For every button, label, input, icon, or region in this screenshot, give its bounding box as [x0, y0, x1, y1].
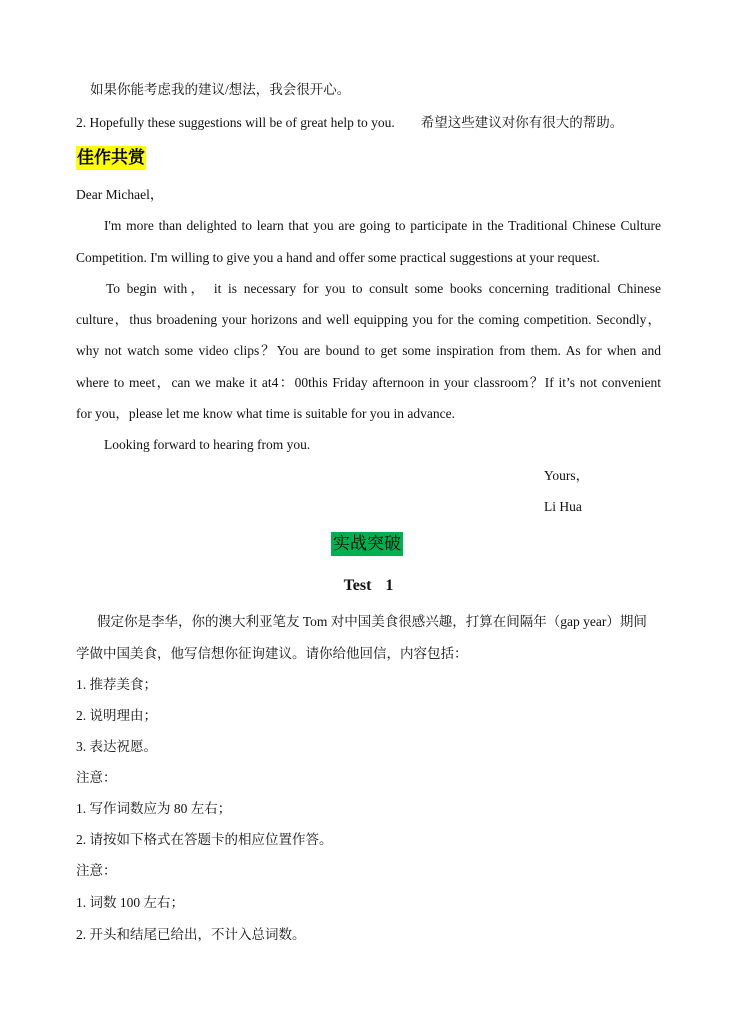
intro-line-2-english: 2. Hopefully these suggestions will be of great help to you. — [76, 115, 395, 130]
letter-p2-line-2: culture，thus broadening your horizons and well equipping you for the coming competition. Secondly， — [76, 312, 661, 327]
model-essay-heading: 佳作共赏 — [77, 148, 145, 168]
practice-heading: 实战突破 — [333, 534, 401, 554]
note-label-2: 注意： — [76, 863, 117, 878]
note-1-item-1: 1. 写作词数应为 80 左右； — [76, 801, 232, 816]
letter-p1-line-1: I'm more than delighted to learn that you are going to participate in the Traditional Chinese Culture — [104, 218, 661, 233]
intro-line-1: 如果你能考虑我的建议/想法，我会很开心。 — [90, 82, 351, 97]
task-line-2: 学做中国美食，他写信想你征询建议。请你给他回信，内容包括： — [76, 646, 468, 661]
letter-p2-line-5: for you，please let me know what time is suitable for you in advance. — [76, 406, 456, 421]
letter-signature-name: Li Hua — [544, 499, 582, 514]
task-item-3: 3. 表达祝愿。 — [76, 739, 157, 754]
letter-p1-line-2: Competition. I'm willing to give you a hand and offer some practical suggestions at your request. — [76, 250, 600, 265]
letter-sign-off: Yours， — [544, 468, 590, 483]
intro-line-2 — [76, 114, 623, 132]
letter-closing: Looking forward to hearing from you. — [104, 437, 311, 452]
letter-salutation: Dear Michael， — [76, 187, 164, 202]
task-item-1: 1. 推荐美食； — [76, 677, 157, 692]
intro-line-2-chinese: 希望这些建议对你有很大的帮助。 — [420, 115, 624, 130]
letter-p2-line-1: To begin with， it is necessary for you to consult some books concerning traditional Chinese — [106, 281, 661, 296]
letter-p2-line-3: why not watch some video clips？You are bound to get some inspiration from them. As for when and — [76, 343, 661, 358]
note-1-item-2: 2. 请按如下格式在答题卡的相应位置作答。 — [76, 832, 333, 847]
note-label-1: 注意： — [76, 770, 117, 785]
test-title: Test 1 — [343, 577, 394, 594]
task-item-2: 2. 说明理由； — [76, 708, 157, 723]
task-line-1: 假定你是李华，你的澳大利亚笔友 Tom 对中国美食很感兴趣，打算在间隔年（gap year）期间 — [97, 614, 647, 629]
note-2-item-1: 1. 词数 100 左右； — [76, 895, 184, 910]
note-2-item-2: 2. 开头和结尾已给出，不计入总词数。 — [76, 927, 306, 942]
letter-p2-line-4: where to meet，can we make it at4：00this Friday afternoon in your classroom？If it’s not convenient — [76, 375, 661, 390]
